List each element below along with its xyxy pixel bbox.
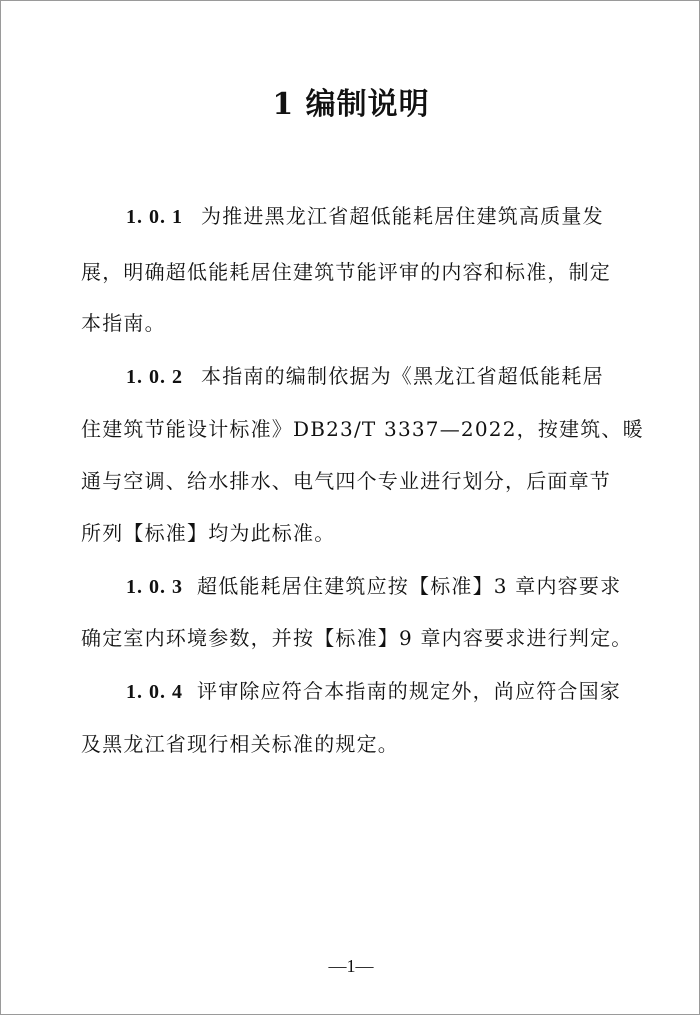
clause-number: 1. 0. 2 <box>126 366 183 388</box>
clause-1-0-2-line-4: 所列【标准】均为此标准。 <box>81 521 336 545</box>
clause-text: 评审除应符合本指南的规定外，尚应符合国家 <box>197 679 621 703</box>
clause-text: 超低能耗居住建筑应按【标准】3 章内容要求 <box>197 574 622 598</box>
clause-1-0-3-line-1 <box>126 571 621 601</box>
clause-1-0-2-line-2: 住建筑节能设计标准》DB23/T 3337—2022，按建筑、暖 <box>81 417 644 441</box>
clause-1-0-3-line-2: 确定室内环境参数，并按【标准】9 章内容要求进行判定。 <box>81 626 633 650</box>
clause-text: 为推进黑龙江省超低能耗居住建筑高质量发 <box>201 204 604 228</box>
clause-number: 1. 0. 4 <box>126 681 183 703</box>
clause-number: 1. 0. 3 <box>126 576 183 598</box>
clause-1-0-1-line-1 <box>126 201 604 231</box>
clause-1-0-4-line-1 <box>126 676 621 706</box>
clause-1-0-4-line-2: 及黑龙江省现行相关标准的规定。 <box>81 732 399 756</box>
page-number: —1— <box>328 956 374 976</box>
clause-1-0-2-line-3: 通与空调、给水排水、电气四个专业进行划分，后面章节 <box>81 469 611 493</box>
clause-text: 本指南的编制依据为《黑龙江省超低能耗居 <box>201 364 604 388</box>
clause-1-0-1-line-3: 本指南。 <box>81 311 166 335</box>
page-title: 1 编制说明 <box>272 87 430 122</box>
clause-1-0-1-line-2: 展，明确超低能耗居住建筑节能评审的内容和标准，制定 <box>81 260 611 284</box>
clause-1-0-2-line-1 <box>126 361 604 391</box>
clause-number: 1. 0. 1 <box>126 206 183 228</box>
